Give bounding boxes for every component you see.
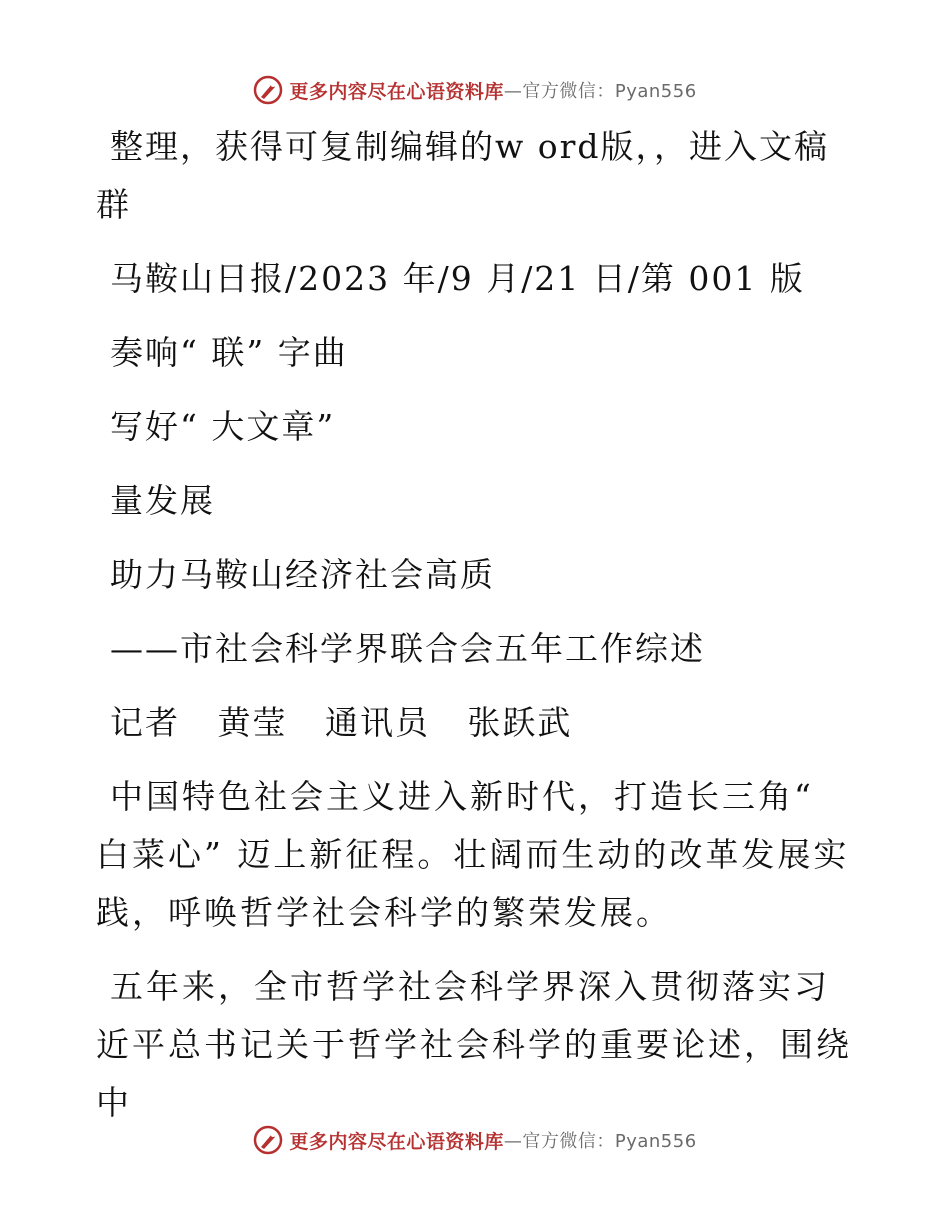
dateline: 马鞍山日报/2023 年/9 月/21 日/第 001 版 — [110, 259, 805, 298]
pen-logo-icon — [253, 75, 283, 105]
headline-1: 奏响“ 联” 字曲 — [110, 333, 348, 372]
subtitle: ——市社会科学界联合会五年工作综述 — [110, 629, 705, 668]
intro-line-continued: 群 — [96, 185, 131, 224]
watermark-text: 更多内容尽在心语资料库 — [289, 1130, 504, 1153]
document-body — [96, 118, 856, 1132]
paragraph-1: 中国特色社会主义进入新时代，打造长三角“ 白菜心” 迈上新征程。壮阔而生动的改革发展实践，呼唤哲学社会科学的繁荣发展。 — [96, 777, 850, 932]
watermark-contact: —官方微信：Pyan556 — [503, 1131, 697, 1152]
footer-watermark — [0, 1120, 950, 1160]
headline-3: 量发展 — [110, 481, 215, 520]
pen-logo-icon — [253, 1125, 283, 1155]
headline-4: 助力马鞍山经济社会高质 — [110, 555, 495, 594]
headline-2: 写好“ 大文章” — [110, 407, 336, 446]
watermark-contact: —官方微信：Pyan556 — [503, 81, 697, 102]
header-watermark — [0, 70, 950, 110]
paragraph-2: 五年来，全市哲学社会科学界深入贯彻落实习近平总书记关于哲学社会科学的重要论述，围绕中 — [96, 967, 852, 1122]
watermark-text: 更多内容尽在心语资料库 — [289, 80, 504, 103]
byline: 记者 黄莹 通讯员 张跃武 — [110, 703, 573, 742]
intro-line: 整理，获得可复制编辑的w ord版，，进入文稿 — [110, 127, 830, 166]
